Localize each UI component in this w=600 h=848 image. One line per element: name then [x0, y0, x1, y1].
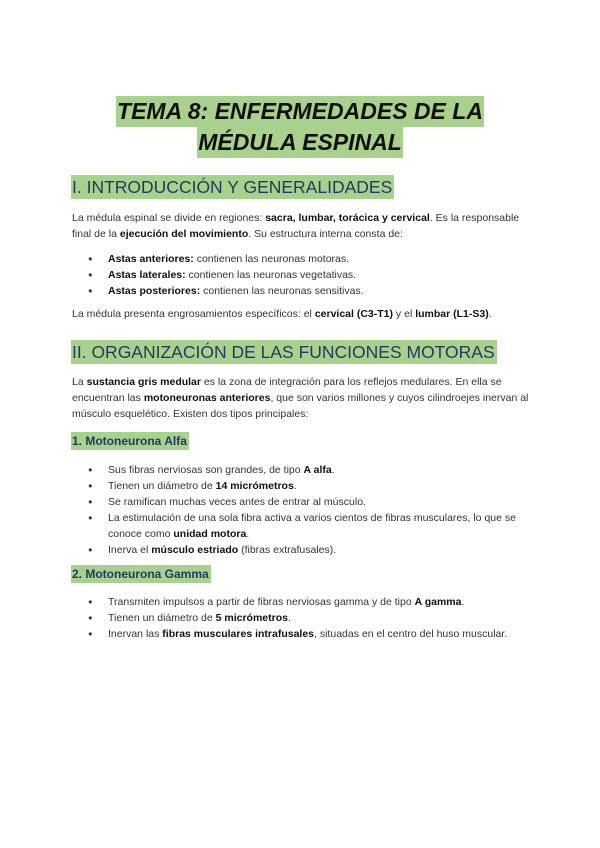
list-item: ● Inervan las fibras musculares intrafusales, situadas en el centro del huso muscular. — [72, 626, 522, 642]
list-item: ● Astas anteriores: contienen las neuronas motoras. — [72, 251, 522, 267]
list-item: ● Se ramifican muchas veces antes de entrar al músculo. — [72, 494, 522, 510]
section-2-heading: II. ORGANIZACIÓN DE LAS FUNCIONES MOTORAS — [72, 342, 495, 362]
title-line-1: TEMA 8: ENFERMEDADES DE LA — [116, 96, 484, 127]
list-item: ● Sus fibras nerviosas son grandes, de tipo A alfa. — [72, 462, 522, 478]
subsection-alfa-heading: 1. Motoneurona Alfa — [72, 434, 187, 448]
section-2-intro: La sustancia gris medular es la zona de integración para los reflejos medulares. En ella se encuentran las motoneuronas anteriores, que son varios millones y cuyos cilindroejes inervan al músculo esquelético. Existen dos tipos principales: — [72, 376, 529, 420]
section-1-outro: La médula presenta engrosamientos específicos: el cervical (C3-T1) y el lumbar (L1-S3). — [72, 308, 492, 320]
list-item: ● La estimulación de una sola fibra activa a varios cientos de fibras musculares, lo que se conoce como unidad motora. — [72, 510, 522, 542]
list-item: ● Astas posteriores: contienen las neuronas sensitivas. — [72, 283, 522, 299]
list-item: ● Transmiten impulsos a partir de fibras nerviosas gamma y de tipo A gamma. — [72, 594, 522, 610]
page-title — [0, 96, 600, 158]
section-1-heading: I. INTRODUCCIÓN Y GENERALIDADES — [72, 177, 393, 197]
list-item: ● Inerva el músculo estriado (fibras extrafusales). — [72, 542, 522, 558]
section-1-list — [72, 251, 522, 299]
list-item: ● Astas laterales: contienen las neuronas vegetativas. — [72, 267, 522, 283]
list-item: ● Tienen un diámetro de 14 micrómetros. — [72, 478, 522, 494]
gamma-list — [72, 594, 522, 642]
subsection-gamma-heading: 2. Motoneurona Gamma — [72, 567, 209, 581]
list-item: ● Tienen un diámetro de 5 micrómetros. — [72, 610, 522, 626]
section-1-intro: La médula espinal se divide en regiones: sacra, lumbar, torácica y cervical. Es la responsable final de la ejecución del movimiento. Su estructura interna consta de: — [72, 212, 520, 240]
alfa-list — [72, 462, 522, 558]
title-line-2: MÉDULA ESPINAL — [197, 127, 403, 158]
